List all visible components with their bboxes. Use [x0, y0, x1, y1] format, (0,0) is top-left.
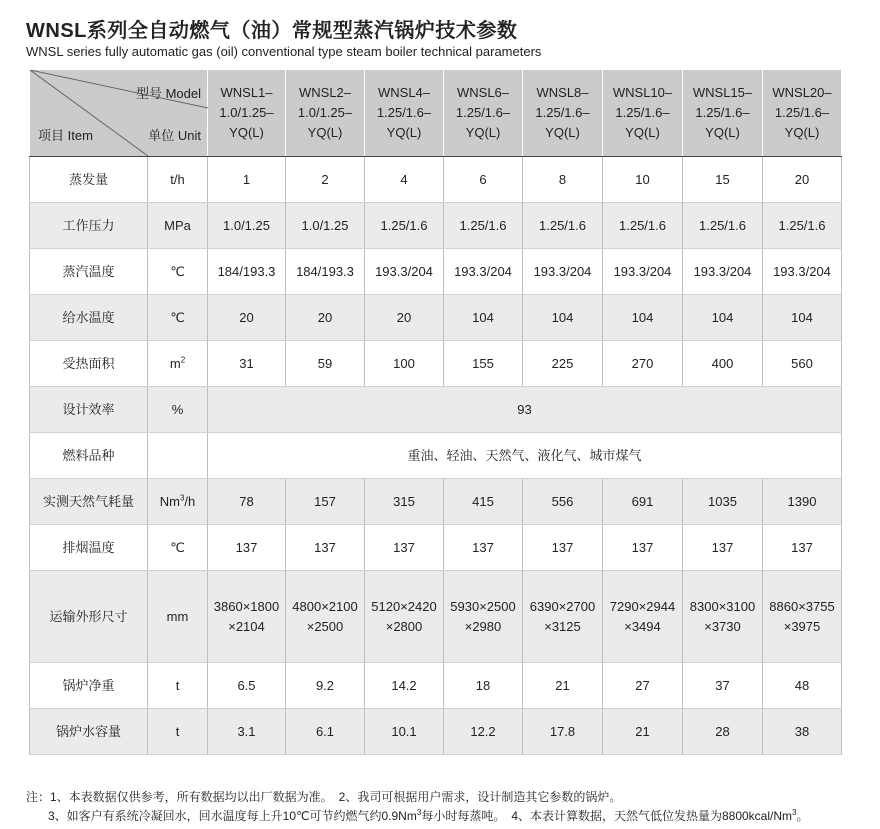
cell-value [365, 571, 444, 663]
cell-value: 270 [603, 341, 683, 387]
cell-value: 38 [763, 709, 842, 755]
row-unit [148, 157, 208, 203]
header-unit-label: 单位 Unit [148, 128, 201, 143]
cell-value: 20 [365, 295, 444, 341]
model-line: 1.25/1.6– [774, 105, 830, 120]
cell-value: 20 [208, 295, 286, 341]
cell-value: 6.5 [208, 663, 286, 709]
model-line: WNSL1– [220, 85, 273, 100]
cell-value-line: ×3125 [544, 618, 581, 634]
table-row [30, 571, 842, 663]
model-line: 1.25/1.6– [376, 105, 432, 120]
table-body [30, 70, 842, 755]
cell-value: 137 [523, 525, 603, 571]
model-line: WNSL8– [536, 85, 589, 100]
unit-superscript: 2 [180, 355, 186, 365]
cell-value: 14.2 [365, 663, 444, 709]
row-item-label: 工作压力 [30, 203, 148, 249]
cell-value-line: 3860×1800 [213, 598, 280, 614]
model-line: YQ(L) [307, 125, 343, 140]
cell-value: 1.25/1.6 [763, 203, 842, 249]
model-line: YQ(L) [705, 125, 740, 140]
cell-value: 1.0/1.25 [286, 203, 365, 249]
model-line: YQ(L) [386, 125, 422, 140]
cell-value-line: 5930×2500 [450, 598, 516, 614]
cell-value: 10 [603, 157, 683, 203]
cell-value: 137 [208, 525, 286, 571]
header-row [30, 70, 842, 157]
cell-value: 27 [603, 663, 683, 709]
footnote-2a: 3、如客户有系统冷凝回水，回水温度每上升10℃可节约燃气约0.9Nm [48, 809, 417, 823]
cell-value [444, 571, 523, 663]
row-item-label: 蒸发量 [30, 157, 148, 203]
unit-suffix: /h [184, 493, 196, 509]
unit-text: MPa [164, 217, 191, 233]
cell-value: 193.3/204 [444, 249, 523, 295]
row-item-label: 运输外形尺寸 [30, 571, 148, 663]
model-line: WNSL10– [612, 85, 673, 100]
row-item-label: 给水温度 [30, 295, 148, 341]
cell-value-line: ×3730 [704, 618, 741, 634]
row-unit [148, 663, 208, 709]
unit-text: Nm [159, 493, 180, 509]
cell-value [603, 571, 683, 663]
model-line: 1.0/1.25– [219, 105, 274, 120]
cell-value: 1.25/1.6 [365, 203, 444, 249]
row-item-label: 蒸汽温度 [30, 249, 148, 295]
cell-value: 31 [208, 341, 286, 387]
table-row [30, 663, 842, 709]
model-line: YQ(L) [545, 125, 580, 140]
header-diagonal-cell [30, 70, 208, 157]
model-line: 1.0/1.25– [297, 105, 353, 120]
cell-value: 20 [286, 295, 365, 341]
cell-value: 78 [208, 479, 286, 525]
table-row [30, 249, 842, 295]
cell-value-line: 4800×2100 [292, 598, 358, 614]
footnote-line-1: 注：1、本表数据仅供参考，所有数据均以出厂数据为准。 2、我司可根据用户需求，设计制造其它参数的锅炉。 [26, 790, 622, 804]
cell-value: 104 [763, 295, 842, 341]
unit-text: ℃ [170, 263, 185, 279]
unit-text: t [175, 723, 180, 739]
model-line: WNSL15– [692, 85, 753, 100]
cell-value: 2 [286, 157, 365, 203]
row-unit [148, 525, 208, 571]
cell-value: 315 [365, 479, 444, 525]
cell-value: 137 [365, 525, 444, 571]
unit-text: ℃ [170, 539, 185, 555]
header-model-cell [523, 70, 603, 157]
cell-value: 10.1 [365, 709, 444, 755]
cell-value: 28 [683, 709, 763, 755]
cell-value: 104 [523, 295, 603, 341]
header-item-label: 项目 Item [38, 128, 93, 143]
header-model-cell [603, 70, 683, 157]
cell-value-line: ×3494 [624, 618, 661, 634]
page-subtitle: WNSL series fully automatic gas (oil) conventional type steam boiler technical parameters [26, 44, 542, 59]
cell-value: 100 [365, 341, 444, 387]
model-line: YQ(L) [625, 125, 660, 140]
cell-value: 37 [683, 663, 763, 709]
parameters-table [29, 69, 842, 755]
model-line: YQ(L) [465, 125, 501, 140]
cell-value: 17.8 [523, 709, 603, 755]
table-row [30, 433, 842, 479]
cell-value: 155 [444, 341, 523, 387]
cell-value: 193.3/204 [365, 249, 444, 295]
cell-value-line: ×2800 [385, 618, 423, 634]
cell-value: 1.0/1.25 [208, 203, 286, 249]
cell-value-line: 8860×3755 [769, 598, 835, 614]
cell-value: 1 [208, 157, 286, 203]
cell-value: 8 [523, 157, 603, 203]
cell-value: 21 [603, 709, 683, 755]
cell-value-line: ×2500 [306, 618, 344, 634]
table-row [30, 525, 842, 571]
table-row [30, 479, 842, 525]
cell-value: 137 [683, 525, 763, 571]
cell-value: 1.25/1.6 [523, 203, 603, 249]
cell-value [763, 571, 842, 663]
cell-value-line: ×2980 [464, 618, 502, 634]
cell-value: 21 [523, 663, 603, 709]
row-unit [148, 295, 208, 341]
cell-value: 1.25/1.6 [603, 203, 683, 249]
unit-text: ℃ [170, 309, 185, 325]
header-model-cell [444, 70, 523, 157]
row-unit [148, 433, 208, 479]
unit-text: t [175, 677, 180, 693]
table-row [30, 341, 842, 387]
cell-value-line: 5120×2420 [371, 598, 437, 614]
table-row [30, 387, 842, 433]
cell-value: 9.2 [286, 663, 365, 709]
cell-value: 1.25/1.6 [683, 203, 763, 249]
cell-value: 15 [683, 157, 763, 203]
cell-value [523, 571, 603, 663]
unit-text: m [169, 355, 181, 371]
footnote-sup-1: 3 [416, 808, 422, 817]
row-unit [148, 571, 208, 663]
cell-value: 556 [523, 479, 603, 525]
row-item-label: 排烟温度 [30, 525, 148, 571]
cell-value: 1035 [683, 479, 763, 525]
cell-value: 104 [603, 295, 683, 341]
cell-value: 12.2 [444, 709, 523, 755]
row-span-value: 重油、轻油、天然气、液化气、城市煤气 [208, 433, 842, 479]
model-line: WNSL20– [772, 85, 832, 100]
header-model-label: 型号 Model [135, 86, 201, 101]
unit-text: t/h [170, 171, 185, 187]
model-line: 1.25/1.6– [535, 105, 590, 120]
row-unit [148, 203, 208, 249]
cell-value: 137 [286, 525, 365, 571]
model-line: YQ(L) [229, 125, 264, 140]
header-model-cell [286, 70, 365, 157]
model-line: 1.25/1.6– [695, 105, 750, 120]
row-item-label: 锅炉水容量 [30, 709, 148, 755]
cell-value: 20 [763, 157, 842, 203]
header-model-cell [763, 70, 842, 157]
model-line: 1.25/1.6– [615, 105, 670, 120]
cell-value: 59 [286, 341, 365, 387]
unit-text: mm [166, 608, 189, 624]
row-unit [148, 341, 208, 387]
footnote-2c: 。 [796, 809, 809, 823]
cell-value: 157 [286, 479, 365, 525]
unit-superscript: 3 [179, 493, 185, 503]
footnote-line-2 [26, 807, 809, 826]
cell-value: 193.3/204 [523, 249, 603, 295]
cell-value: 691 [603, 479, 683, 525]
cell-value: 193.3/204 [683, 249, 763, 295]
row-unit [148, 249, 208, 295]
cell-value: 48 [763, 663, 842, 709]
cell-value [683, 571, 763, 663]
header-model-cell [365, 70, 444, 157]
cell-value: 104 [683, 295, 763, 341]
footnote-sup-2: 3 [792, 808, 797, 817]
cell-value-line: ×3975 [783, 618, 821, 634]
unit-text: % [171, 401, 184, 417]
cell-value: 137 [763, 525, 842, 571]
cell-value [286, 571, 365, 663]
cell-value: 225 [523, 341, 603, 387]
cell-value: 3.1 [208, 709, 286, 755]
row-item-label: 燃料品种 [30, 433, 148, 479]
header-model-cell [683, 70, 763, 157]
cell-value: 184/193.3 [208, 249, 286, 295]
table-row [30, 709, 842, 755]
row-item-label: 实测天然气耗量 [30, 479, 148, 525]
table-row [30, 203, 842, 249]
model-line: YQ(L) [784, 125, 820, 140]
cell-value-line: 7290×2944 [609, 598, 676, 614]
table-row [30, 157, 842, 203]
model-line: WNSL2– [298, 85, 352, 100]
footnotes [26, 788, 809, 826]
footnote-2b: 每小时每蒸吨。 4、本表计算数据，天然气低位发热量为8800kcal/Nm [421, 809, 793, 823]
cell-value: 6 [444, 157, 523, 203]
cell-value: 18 [444, 663, 523, 709]
cell-value: 1.25/1.6 [444, 203, 523, 249]
row-item-label: 设计效率 [30, 387, 148, 433]
cell-value: 193.3/204 [763, 249, 842, 295]
cell-value: 400 [683, 341, 763, 387]
cell-value: 415 [444, 479, 523, 525]
cell-value: 6.1 [286, 709, 365, 755]
row-unit [148, 709, 208, 755]
model-line: 1.25/1.6– [455, 105, 511, 120]
table-row [30, 295, 842, 341]
row-unit [148, 479, 208, 525]
model-line: WNSL4– [377, 85, 431, 100]
cell-value: 1390 [763, 479, 842, 525]
page-title: WNSL系列全自动燃气（油）常规型蒸汽锅炉技术参数 [26, 20, 518, 42]
cell-value: 560 [763, 341, 842, 387]
row-span-value: 93 [208, 387, 842, 433]
cell-value: 104 [444, 295, 523, 341]
row-item-label: 受热面积 [30, 341, 148, 387]
model-line: WNSL6– [456, 85, 510, 100]
row-unit [148, 387, 208, 433]
cell-value-line: 8300×3100 [689, 598, 756, 614]
header-model-cell [208, 70, 286, 157]
cell-value: 137 [444, 525, 523, 571]
cell-value [208, 571, 286, 663]
row-item-label: 锅炉净重 [30, 663, 148, 709]
cell-value-line: 6390×2700 [529, 598, 596, 614]
cell-value: 184/193.3 [286, 249, 365, 295]
cell-value-line: ×2104 [228, 618, 265, 634]
cell-value: 4 [365, 157, 444, 203]
cell-value: 137 [603, 525, 683, 571]
cell-value: 193.3/204 [603, 249, 683, 295]
